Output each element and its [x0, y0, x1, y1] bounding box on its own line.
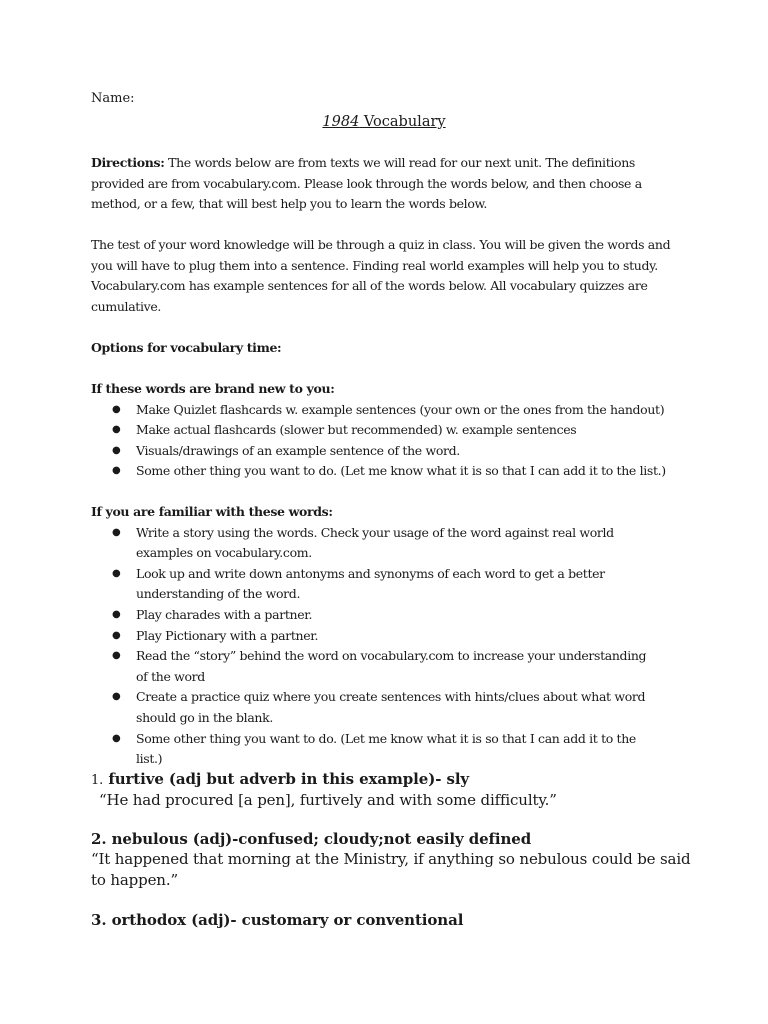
title-rest: Vocabulary: [359, 114, 446, 130]
bullet-icon: ●: [112, 424, 121, 436]
vocab-word-1-heading: 1. furtive (adj but adverb in this example)- sly: [91, 770, 470, 788]
vocab-word-1-quote: “He had procured [a pen], furtively and with some difficulty.”: [99, 791, 557, 809]
bullet-icon: ●: [112, 567, 121, 579]
vocab-word-2-heading: 2. nebulous (adj)-confused; cloudy;not easily defined: [91, 830, 532, 848]
bullet-icon: ●: [112, 629, 121, 641]
list-item: ● Write a story using the words. Check your usage of the word against real world examples on vocabulary.com.: [112, 524, 614, 561]
vocab-number: 1.: [91, 773, 104, 788]
list-item: ● Play Pictionary with a partner.: [91, 626, 651, 647]
list-item: ● Some other thing you want to do. (Let me know what it is so that I can add it to the list.): [112, 730, 636, 767]
vocab-number: 3.: [91, 911, 107, 929]
vocab-word-2-quote: “It happened that morning at the Ministry, if anything so nebulous could be said to happen.”: [91, 850, 691, 889]
list-item: ● Look up and write down antonyms and synonyms of each word to get a better understanding of the word.: [112, 565, 605, 602]
directions-text: The words below are from texts we will read for our next unit. The definitions provided are from vocabulary.com. Please look through the words below, and then choose a method, or a few, that will best help you to learn the words below.: [91, 155, 642, 212]
new-words-heading: If these words are brand new to you:: [91, 381, 335, 396]
options-heading: Options for vocabulary time:: [91, 340, 282, 355]
directions-paragraph: [91, 153, 691, 215]
bullet-icon: ●: [112, 732, 121, 744]
familiar-words-list: [91, 523, 651, 770]
list-item: ● Visuals/drawings of an example sentence of the word.: [91, 441, 691, 462]
bullet-icon: ●: [112, 465, 121, 477]
new-words-section: [91, 379, 691, 482]
familiar-words-section: [91, 502, 691, 770]
bullet-icon: ●: [112, 608, 121, 620]
list-item: ● Play charades with a partner.: [91, 605, 651, 626]
name-label: Name:: [91, 91, 135, 106]
list-item: ● Read the “story” behind the word on vocabulary.com to increase your understanding of the word: [112, 648, 647, 684]
bullet-icon: ●: [112, 526, 121, 538]
familiar-words-heading: If you are familiar with these words:: [91, 504, 333, 519]
list-item: ● Make actual flashcards (slower but recommended) w. example sentences: [91, 420, 691, 441]
vocab-number: 2.: [91, 830, 107, 848]
bullet-icon: ●: [112, 650, 121, 662]
title-book: 1984: [322, 114, 360, 130]
directions-label: Directions:: [91, 155, 165, 170]
list-item: ● Make Quizlet flashcards w. example sentences (your own or the ones from the handout): [91, 400, 691, 421]
test-paragraph: The test of your word knowledge will be through a quiz in class. You will be given the words and you will have to plug them into a sentence. Finding real world examples will help you to study. Vocabulary.com has example sentences for all of the words below. All vocabulary quizzes are cumulative.: [91, 237, 671, 314]
vocab-word-3-heading: 3. orthodox (adj)- customary or conventional: [91, 911, 464, 929]
bullet-icon: ●: [112, 691, 121, 703]
document-title: [0, 112, 768, 132]
bullet-icon: ●: [112, 444, 121, 456]
bullet-icon: ●: [112, 403, 121, 415]
list-item: ● Some other thing you want to do. (Let me know what it is so that I can add it to the list.): [91, 461, 691, 482]
new-words-list: [91, 400, 691, 482]
list-item: ● Create a practice quiz where you create sentences with hints/clues about what word should go in the blank.: [112, 689, 646, 725]
